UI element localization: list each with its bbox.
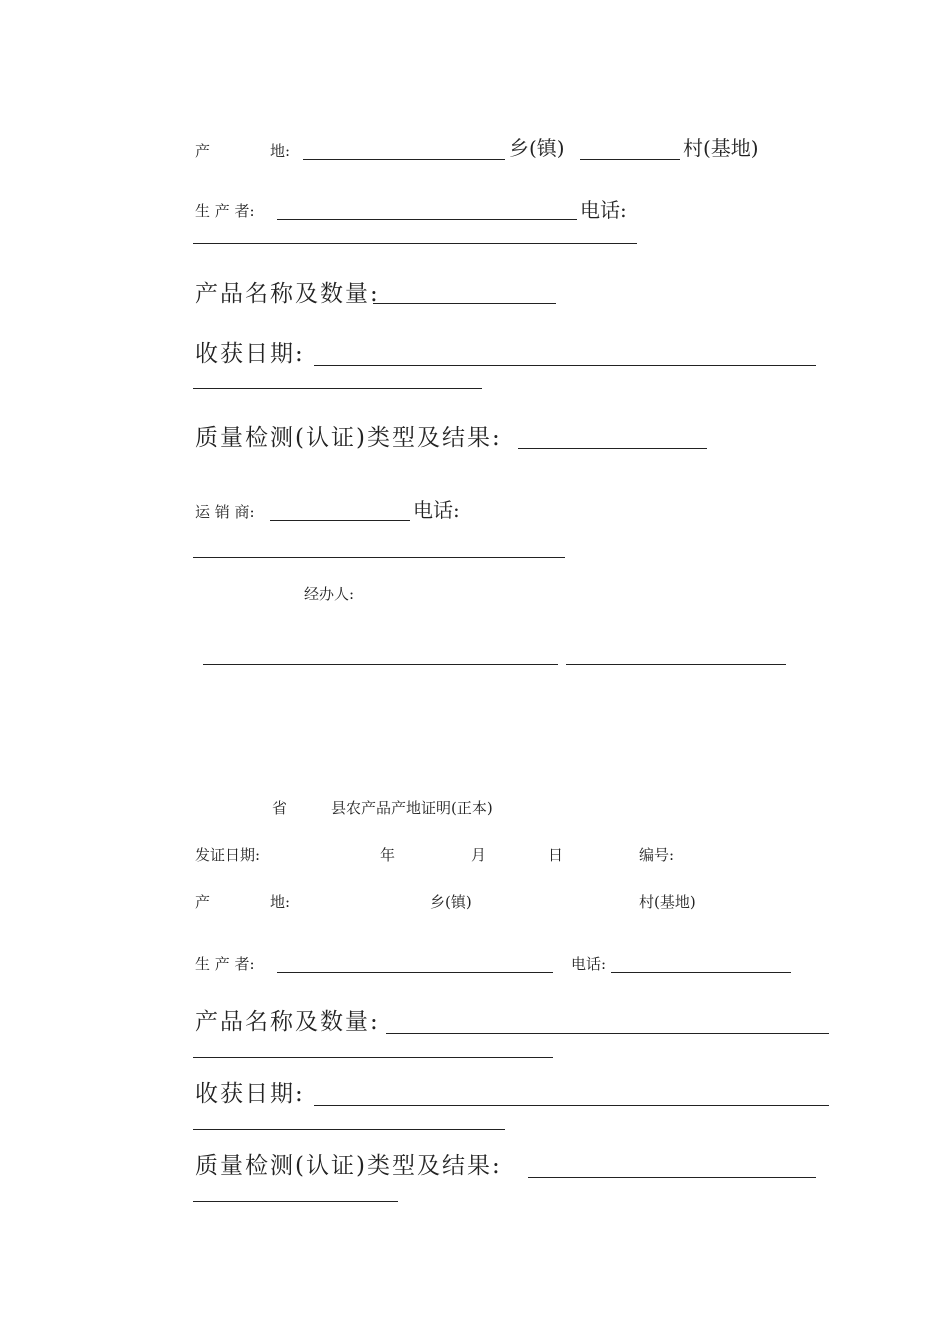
origin-label-char-2: 地:: [270, 142, 291, 160]
quality-field[interactable]: [528, 1177, 816, 1178]
signature-line-right[interactable]: [566, 664, 786, 665]
quality-label: 质量检测(认证)类型及结果:: [195, 1153, 502, 1179]
province-label: 省: [272, 799, 288, 817]
year-label: 年: [380, 846, 396, 864]
product-field-continued[interactable]: [193, 1057, 553, 1058]
month-label: 月: [471, 846, 487, 864]
origin-field[interactable]: [303, 159, 505, 160]
product-label: 产品名称及数量:: [195, 1009, 380, 1035]
producer-label: 生 产 者:: [195, 202, 255, 220]
product-field[interactable]: [386, 1033, 829, 1034]
harvest-date-field[interactable]: [314, 1105, 829, 1106]
day-label: 日: [548, 846, 564, 864]
producer-label: 生 产 者:: [195, 955, 255, 973]
transporter-label: 运 销 商:: [195, 503, 255, 521]
township-field[interactable]: [580, 159, 680, 160]
transporter-field[interactable]: [270, 520, 410, 521]
producer-phone-field[interactable]: [193, 243, 637, 244]
village-label: 村(基地): [639, 893, 696, 911]
certificate-title: 县农产品产地证明(正本): [331, 799, 493, 817]
harvest-date-label: 收获日期:: [195, 1081, 305, 1107]
serial-number-label: 编号:: [639, 846, 675, 864]
harvest-date-field-continued[interactable]: [193, 1129, 505, 1130]
quality-label: 质量检测(认证)类型及结果:: [195, 425, 502, 451]
quality-field[interactable]: [518, 448, 707, 449]
phone-label: 电话:: [571, 955, 607, 973]
producer-phone-label: 电话:: [580, 198, 627, 222]
origin-label-char-2: 地:: [270, 893, 291, 911]
handler-label: 经办人:: [304, 585, 355, 603]
product-label: 产品名称及数量:: [195, 281, 380, 307]
producer-field[interactable]: [277, 219, 577, 220]
township-label: 乡(镇): [430, 893, 472, 911]
transporter-phone-field[interactable]: [193, 557, 565, 558]
quality-field-continued[interactable]: [193, 1201, 398, 1202]
transporter-phone-label: 电话:: [413, 498, 460, 522]
village-label: 村(基地): [683, 136, 759, 160]
origin-label-char-1: 产: [195, 893, 211, 911]
phone-field[interactable]: [611, 972, 791, 973]
harvest-date-field-continued[interactable]: [193, 388, 482, 389]
origin-label-char-1: 产: [195, 142, 211, 160]
harvest-date-field[interactable]: [314, 365, 816, 366]
township-label: 乡(镇): [509, 136, 565, 160]
signature-line-left[interactable]: [203, 664, 558, 665]
producer-field[interactable]: [277, 972, 553, 973]
harvest-date-label: 收获日期:: [195, 341, 305, 367]
product-field[interactable]: [373, 303, 556, 304]
issue-date-label: 发证日期:: [195, 846, 261, 864]
